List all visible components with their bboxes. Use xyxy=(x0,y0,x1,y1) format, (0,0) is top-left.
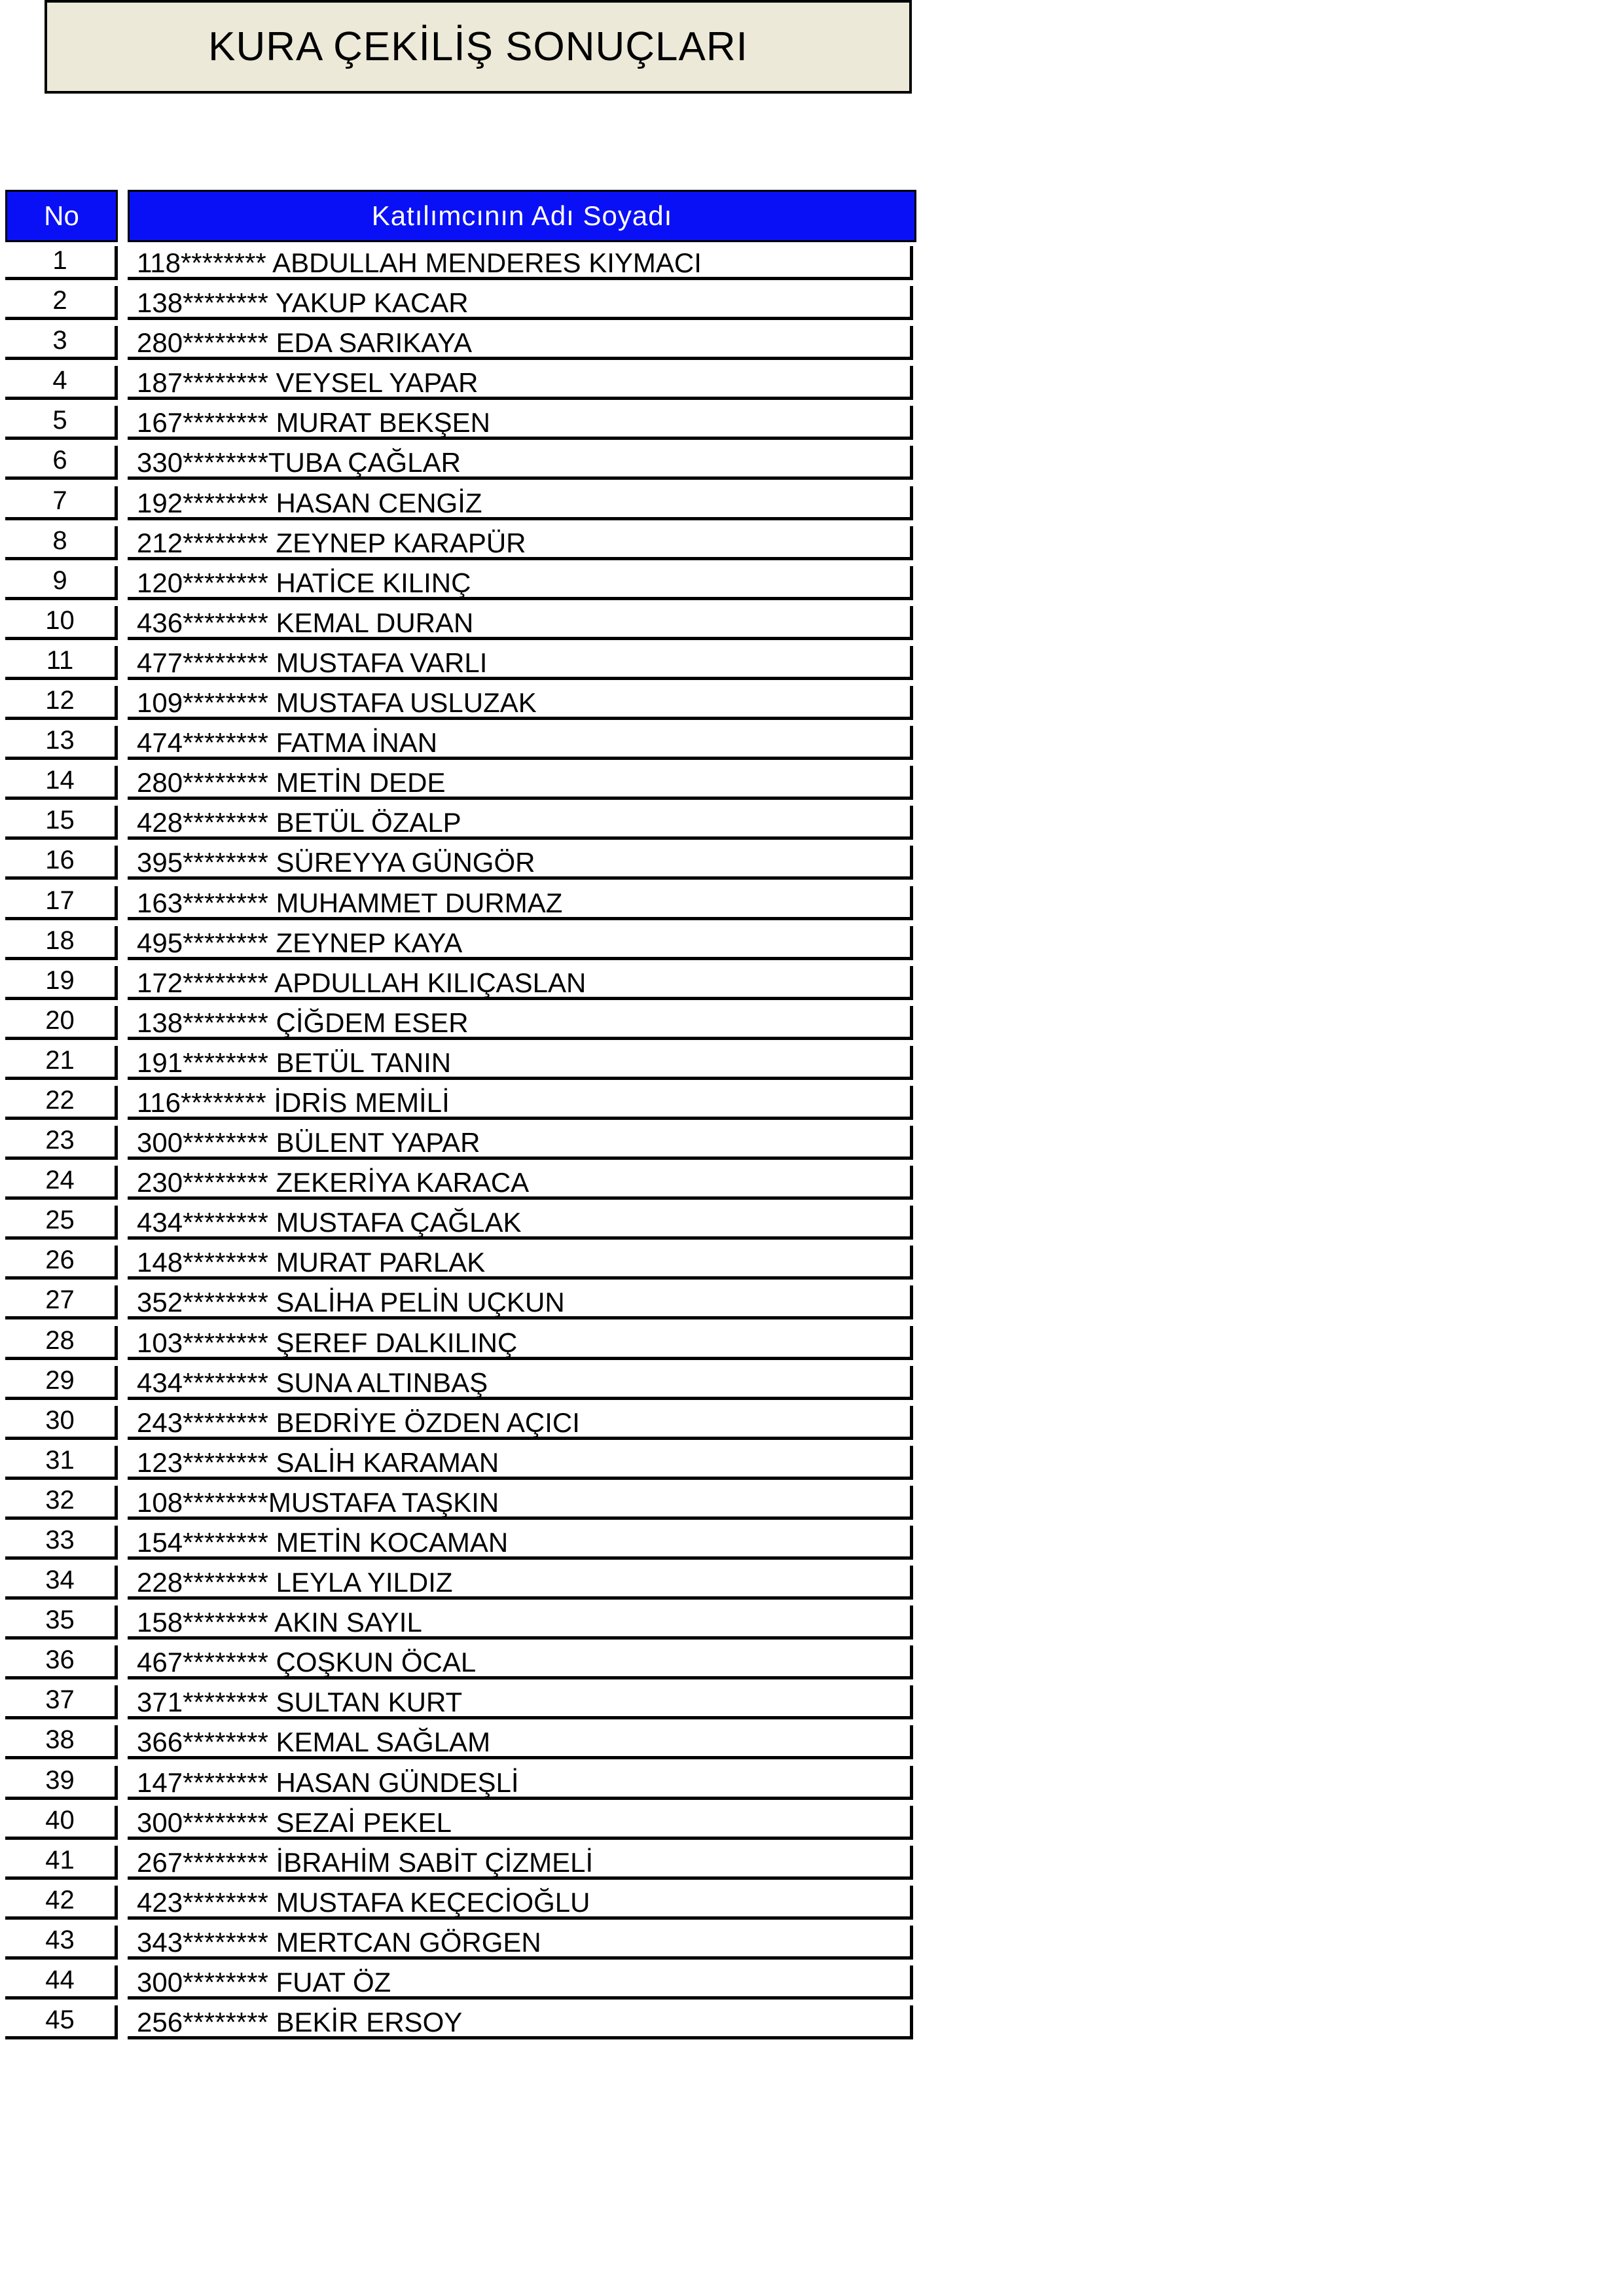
participant-name: 434******** SUNA ALTINBAŞ xyxy=(128,1366,913,1400)
table-body xyxy=(5,242,922,2041)
participant-name: 280******** EDA SARIKAYA xyxy=(128,326,913,360)
participant-name: 158******** AKIN SAYIL xyxy=(128,1605,913,1640)
row-number: 18 xyxy=(5,926,118,960)
participant-name: 423******** MUSTAFA KEÇECİOĞLU xyxy=(128,1886,913,1920)
header-participant-name: Katılımcının Adı Soyadı xyxy=(128,190,916,242)
participant-name: 352******** SALİHA PELİN UÇKUN xyxy=(128,1285,913,1319)
table-row xyxy=(5,1042,922,1082)
table-row xyxy=(5,1442,922,1482)
table-row xyxy=(5,1282,922,1321)
table-row xyxy=(5,322,922,362)
table-row xyxy=(5,442,922,482)
table-row xyxy=(5,762,922,802)
participant-name: 434******** MUSTAFA ÇAĞLAK xyxy=(128,1206,913,1240)
participant-name: 280******** METİN DEDE xyxy=(128,766,913,800)
participant-name: 120******** HATİCE KILINÇ xyxy=(128,566,913,600)
table-row xyxy=(5,1922,922,1962)
row-number: 41 xyxy=(5,1846,118,1880)
table-row xyxy=(5,1322,922,1362)
row-number: 4 xyxy=(5,366,118,400)
row-number: 9 xyxy=(5,566,118,600)
table-row xyxy=(5,1762,922,1802)
row-number: 29 xyxy=(5,1366,118,1400)
participant-name: 116******** İDRİS MEMİLİ xyxy=(128,1086,913,1120)
participant-name: 477******** MUSTAFA VARLI xyxy=(128,646,913,680)
table-row xyxy=(5,642,922,682)
participant-name: 228******** LEYLA YILDIZ xyxy=(128,1566,913,1600)
participant-name: 138******** ÇİĞDEM ESER xyxy=(128,1006,913,1040)
row-number: 17 xyxy=(5,886,118,920)
results-table xyxy=(5,190,922,2038)
participant-name: 467******** ÇOŞKUN ÖCAL xyxy=(128,1645,913,1679)
table-row xyxy=(5,1202,922,1242)
row-number: 30 xyxy=(5,1406,118,1440)
table-row xyxy=(5,802,922,842)
participant-name: 103******** ŞEREF DALKILINÇ xyxy=(128,1326,913,1360)
table-row xyxy=(5,1641,922,1681)
table-row xyxy=(5,722,922,762)
participant-name: 343******** MERTCAN GÖRGEN xyxy=(128,1926,913,1960)
participant-name: 123******** SALİH KARAMAN xyxy=(128,1446,913,1480)
table-row xyxy=(5,2001,922,2041)
participant-name: 147******** HASAN GÜNDEŞLİ xyxy=(128,1766,913,1800)
table-row xyxy=(5,402,922,442)
row-number: 12 xyxy=(5,686,118,720)
row-number: 37 xyxy=(5,1685,118,1719)
table-row xyxy=(5,922,922,962)
table-row xyxy=(5,602,922,642)
table-row xyxy=(5,1721,922,1761)
table-row xyxy=(5,282,922,322)
participant-name: 163******** MUHAMMET DURMAZ xyxy=(128,886,913,920)
participant-name: 118******** ABDULLAH MENDERES KIYMACI xyxy=(128,246,913,280)
participant-name: 300******** FUAT ÖZ xyxy=(128,1965,913,2000)
table-row xyxy=(5,1162,922,1202)
table-row xyxy=(5,882,922,922)
row-number: 43 xyxy=(5,1926,118,1960)
table-row xyxy=(5,1882,922,1922)
participant-name: 154******** METİN KOCAMAN xyxy=(128,1526,913,1560)
participant-name: 138******** YAKUP KACAR xyxy=(128,286,913,320)
participant-name: 474******** FATMA İNAN xyxy=(128,726,913,760)
row-number: 20 xyxy=(5,1006,118,1040)
row-number: 36 xyxy=(5,1645,118,1679)
table-row xyxy=(5,682,922,722)
participant-name: 495******** ZEYNEP KAYA xyxy=(128,926,913,960)
row-number: 5 xyxy=(5,406,118,440)
row-number: 19 xyxy=(5,966,118,1000)
row-number: 14 xyxy=(5,766,118,800)
row-number: 44 xyxy=(5,1965,118,2000)
row-number: 38 xyxy=(5,1725,118,1759)
participant-name: 267******** İBRAHİM SABİT ÇİZMELİ xyxy=(128,1846,913,1880)
participant-name: 300******** SEZAİ PEKEL xyxy=(128,1806,913,1840)
table-row xyxy=(5,1522,922,1562)
participant-name: 187******** VEYSEL YAPAR xyxy=(128,366,913,400)
participant-name: 192******** HASAN CENGİZ xyxy=(128,486,913,520)
table-row xyxy=(5,482,922,522)
table-row xyxy=(5,962,922,1002)
participant-name: 108********MUSTAFA TAŞKIN xyxy=(128,1486,913,1520)
table-row xyxy=(5,1842,922,1882)
table-row xyxy=(5,1962,922,2001)
row-number: 42 xyxy=(5,1886,118,1920)
table-row xyxy=(5,1602,922,1641)
table-header xyxy=(5,190,922,242)
participant-name: 428******** BETÜL ÖZALP xyxy=(128,806,913,840)
row-number: 45 xyxy=(5,2005,118,2039)
participant-name: 230******** ZEKERİYA KARACA xyxy=(128,1166,913,1200)
header-no: No xyxy=(5,190,118,242)
row-number: 2 xyxy=(5,286,118,320)
table-row xyxy=(5,1482,922,1522)
table-row xyxy=(5,1681,922,1721)
table-row xyxy=(5,1082,922,1122)
participant-name: 191******** BETÜL TANIN xyxy=(128,1046,913,1080)
page-title: KURA ÇEKİLİŞ SONUÇLARI xyxy=(45,0,912,94)
row-number: 1 xyxy=(5,246,118,280)
table-row xyxy=(5,842,922,882)
row-number: 39 xyxy=(5,1766,118,1800)
row-number: 8 xyxy=(5,526,118,560)
participant-name: 172******** APDULLAH KILIÇASLAN xyxy=(128,966,913,1000)
row-number: 6 xyxy=(5,446,118,480)
row-number: 35 xyxy=(5,1605,118,1640)
table-row xyxy=(5,1122,922,1162)
table-row xyxy=(5,1242,922,1282)
row-number: 27 xyxy=(5,1285,118,1319)
row-number: 32 xyxy=(5,1486,118,1520)
row-number: 10 xyxy=(5,606,118,640)
row-number: 23 xyxy=(5,1126,118,1160)
row-number: 7 xyxy=(5,486,118,520)
row-number: 15 xyxy=(5,806,118,840)
table-row xyxy=(5,522,922,562)
table-row xyxy=(5,1402,922,1442)
participant-name: 436******** KEMAL DURAN xyxy=(128,606,913,640)
row-number: 33 xyxy=(5,1526,118,1560)
participant-name: 256******** BEKİR ERSOY xyxy=(128,2005,913,2039)
row-number: 31 xyxy=(5,1446,118,1480)
row-number: 28 xyxy=(5,1326,118,1360)
table-row xyxy=(5,562,922,602)
row-number: 11 xyxy=(5,646,118,680)
table-row xyxy=(5,1802,922,1842)
table-row xyxy=(5,362,922,402)
participant-name: 212******** ZEYNEP KARAPÜR xyxy=(128,526,913,560)
participant-name: 300******** BÜLENT YAPAR xyxy=(128,1126,913,1160)
participant-name: 167******** MURAT BEKŞEN xyxy=(128,406,913,440)
table-row xyxy=(5,1362,922,1402)
row-number: 24 xyxy=(5,1166,118,1200)
table-row xyxy=(5,1562,922,1602)
row-number: 3 xyxy=(5,326,118,360)
row-number: 16 xyxy=(5,846,118,880)
row-number: 13 xyxy=(5,726,118,760)
row-number: 22 xyxy=(5,1086,118,1120)
participant-name: 243******** BEDRİYE ÖZDEN AÇICI xyxy=(128,1406,913,1440)
row-number: 21 xyxy=(5,1046,118,1080)
table-row xyxy=(5,1002,922,1042)
row-number: 40 xyxy=(5,1806,118,1840)
participant-name: 330********TUBA ÇAĞLAR xyxy=(128,446,913,480)
participant-name: 371******** SULTAN KURT xyxy=(128,1685,913,1719)
participant-name: 148******** MURAT PARLAK xyxy=(128,1246,913,1280)
table-row xyxy=(5,242,922,282)
row-number: 25 xyxy=(5,1206,118,1240)
participant-name: 395******** SÜREYYA GÜNGÖR xyxy=(128,846,913,880)
row-number: 26 xyxy=(5,1246,118,1280)
participant-name: 109******** MUSTAFA USLUZAK xyxy=(128,686,913,720)
participant-name: 366******** KEMAL SAĞLAM xyxy=(128,1725,913,1759)
row-number: 34 xyxy=(5,1566,118,1600)
